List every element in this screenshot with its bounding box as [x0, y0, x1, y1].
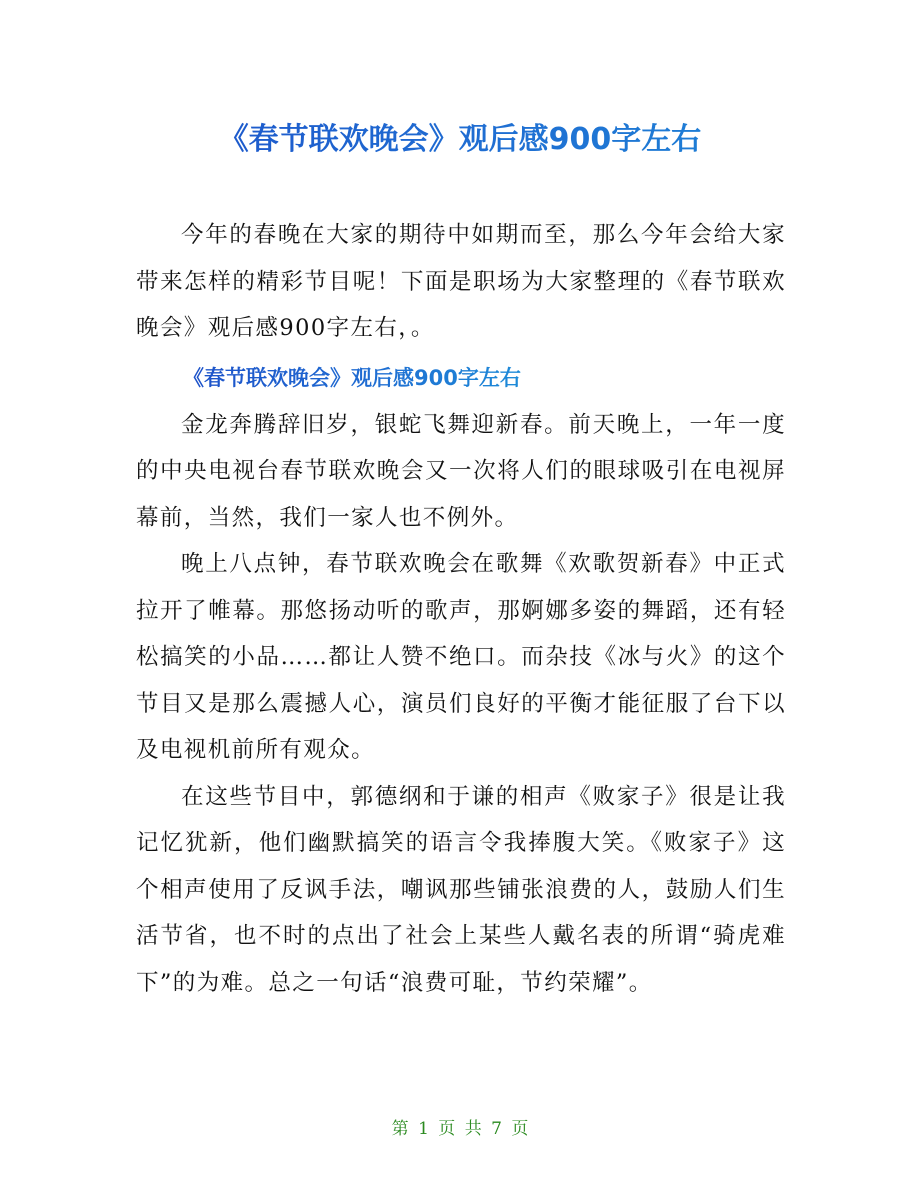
body-paragraph-2: 晚上八点钟，春节联欢晚会在歌舞《欢歌贺新春》中正式拉开了帷幕。那悠扬动听的歌声，那婀娜多姿的舞蹈，还有轻松搞笑的小品……都让人赞不绝口。而杂技《冰与火》的这个节目又是那么震撼人心，演员们良好的平衡才能征服了台下以及电视机前所有观众。 [136, 551, 786, 763]
intro-paragraph: 今年的春晚在大家的期待中如期而至，那么今年会给大家带来怎样的精彩节目呢！下面是职场为大家整理的《春节联欢晚会》观后感900字左右，。 [136, 222, 786, 341]
page-number-footer: 第 1 页 共 7 页 [391, 1119, 529, 1139]
body-paragraph-3: 在这些节目中，郭德纲和于谦的相声《败家子》很是让我记忆犹新，他们幽默搞笑的语言令我捧腹大笑。《败家子》这个相声使用了反讽手法，嘲讽那些铺张浪费的人，鼓励人们生活节省，也不时的点出了社会上某些人戴名表的所谓“骑虎难下”的为难。总之一句话“浪费可耻，节约荣耀”。 [136, 783, 786, 996]
body-paragraph-1: 金龙奔腾辞旧岁，银蛇飞舞迎新春。前天晚上，一年一度的中央电视台春节联欢晚会又一次将人们的眼球吸引在电视屏幕前，当然，我们一家人也不例外。 [136, 411, 786, 531]
document-title: 《春节联欢晚会》观后感900字左右 [0, 118, 920, 162]
document-body [136, 212, 786, 1006]
section-subtitle: 《春节联欢晚会》观后感900字左右 [136, 352, 521, 402]
